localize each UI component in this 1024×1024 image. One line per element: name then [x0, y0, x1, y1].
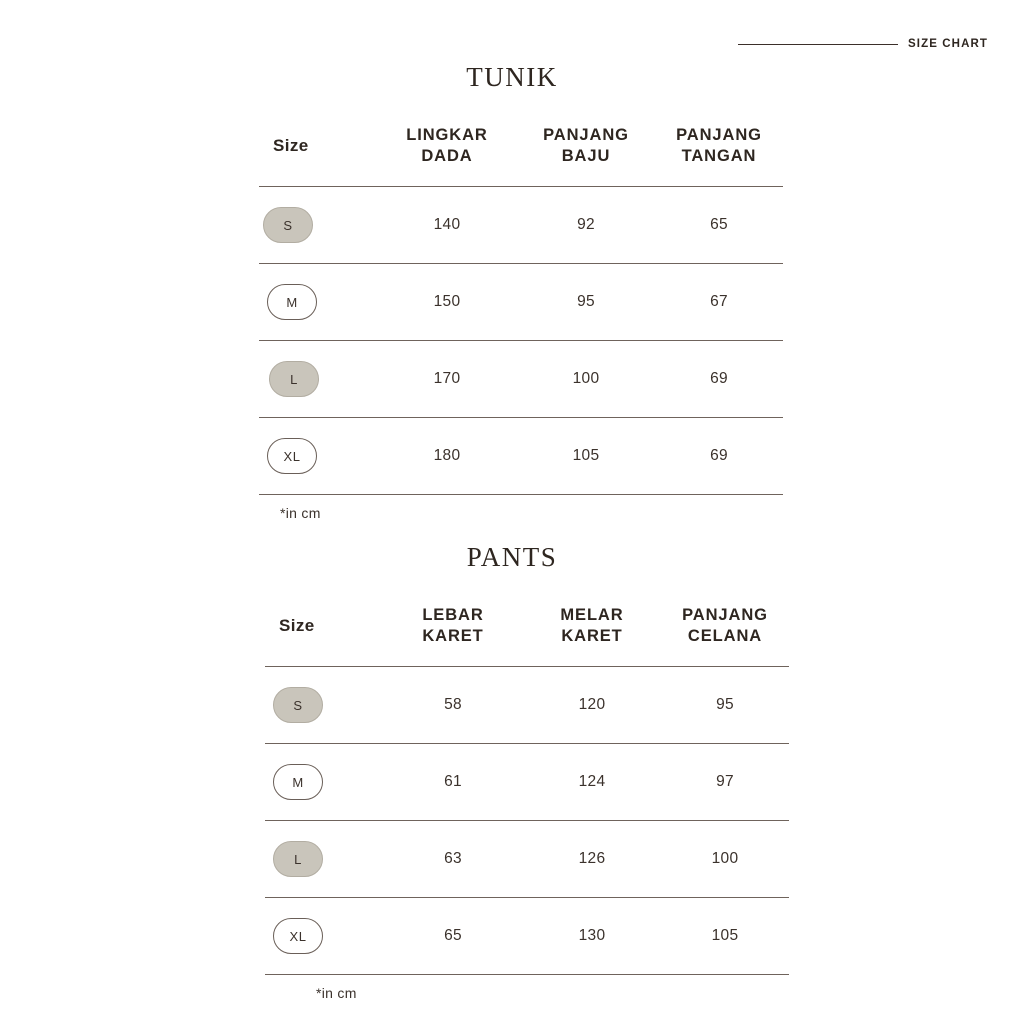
- size-badge: S: [273, 687, 323, 723]
- table-row: [259, 187, 783, 264]
- cell-value: 95: [716, 696, 734, 714]
- table-header-row: [259, 107, 783, 187]
- cell-value: 97: [661, 744, 789, 821]
- cell-value: 140: [433, 216, 461, 234]
- size-badge: XL: [267, 438, 317, 474]
- size-badge: L: [269, 361, 319, 397]
- size-badge: M: [267, 284, 317, 320]
- cell-value: 105: [661, 898, 789, 975]
- table-row: [265, 667, 789, 744]
- table-row: [259, 264, 783, 341]
- header-rule: [738, 44, 898, 45]
- col-header-panjang-tangan: PANJANG TANGAN: [655, 107, 783, 187]
- col-header-size: Size: [259, 107, 377, 187]
- section-tunik: [0, 62, 1024, 521]
- table-header-row: [265, 587, 789, 667]
- cell-value: 65: [710, 216, 728, 234]
- section-pants: [0, 542, 1024, 1001]
- table-row: [259, 418, 783, 495]
- cell-value: 180: [377, 418, 517, 495]
- header-label: SIZE CHART: [908, 38, 988, 50]
- cell-value: 69: [655, 341, 783, 418]
- row-size-cell: [265, 744, 383, 821]
- col-header-panjang-celana: PANJANG CELANA: [661, 587, 789, 667]
- col-header-melar-karet: MELAR KARET: [523, 587, 661, 667]
- footnote-pants: *in cm: [316, 985, 357, 1002]
- cell-value: 100: [517, 341, 655, 418]
- table-bottom-rule: [259, 494, 783, 495]
- row-size-cell: [265, 667, 383, 744]
- row-size-cell: [265, 898, 383, 975]
- table-pants: [265, 587, 789, 974]
- cell-value: 150: [377, 264, 517, 341]
- section-title-tunik: TUNIK: [466, 62, 558, 92]
- cell-value: 65: [383, 898, 523, 975]
- row-size-cell: [259, 264, 377, 341]
- cell-value: 100: [661, 821, 789, 898]
- cell-value: 120: [578, 696, 606, 714]
- cell-value: 63: [383, 821, 523, 898]
- cell-value: 170: [377, 341, 517, 418]
- table-row: [265, 744, 789, 821]
- cell-value: 58: [444, 696, 462, 714]
- col-header-size: Size: [265, 587, 383, 667]
- table-bottom-rule: [265, 974, 789, 975]
- row-size-cell: [259, 341, 377, 418]
- size-badge: M: [273, 764, 323, 800]
- size-chart-header: [738, 38, 988, 50]
- cell-value: 105: [517, 418, 655, 495]
- row-size-cell: [265, 821, 383, 898]
- cell-value: 95: [517, 264, 655, 341]
- section-title-pants: PANTS: [466, 542, 558, 572]
- table-row: [259, 341, 783, 418]
- size-badge: S: [263, 207, 313, 243]
- cell-value: 124: [523, 744, 661, 821]
- cell-value: 92: [577, 216, 595, 234]
- cell-value: 67: [655, 264, 783, 341]
- row-size-cell: [259, 187, 377, 264]
- size-badge: L: [273, 841, 323, 877]
- table-row: [265, 821, 789, 898]
- footnote-tunik: *in cm: [280, 505, 321, 522]
- col-header-panjang-baju: PANJANG BAJU: [517, 107, 655, 187]
- col-header-lebar-karet: LEBAR KARET: [383, 587, 523, 667]
- cell-value: 126: [523, 821, 661, 898]
- size-badge: XL: [273, 918, 323, 954]
- cell-value: 61: [383, 744, 523, 821]
- cell-value: 130: [523, 898, 661, 975]
- row-size-cell: [259, 418, 377, 495]
- table-tunik: [259, 107, 783, 494]
- col-header-lingkar-dada: LINGKAR DADA: [377, 107, 517, 187]
- table-row: [265, 898, 789, 975]
- cell-value: 69: [655, 418, 783, 495]
